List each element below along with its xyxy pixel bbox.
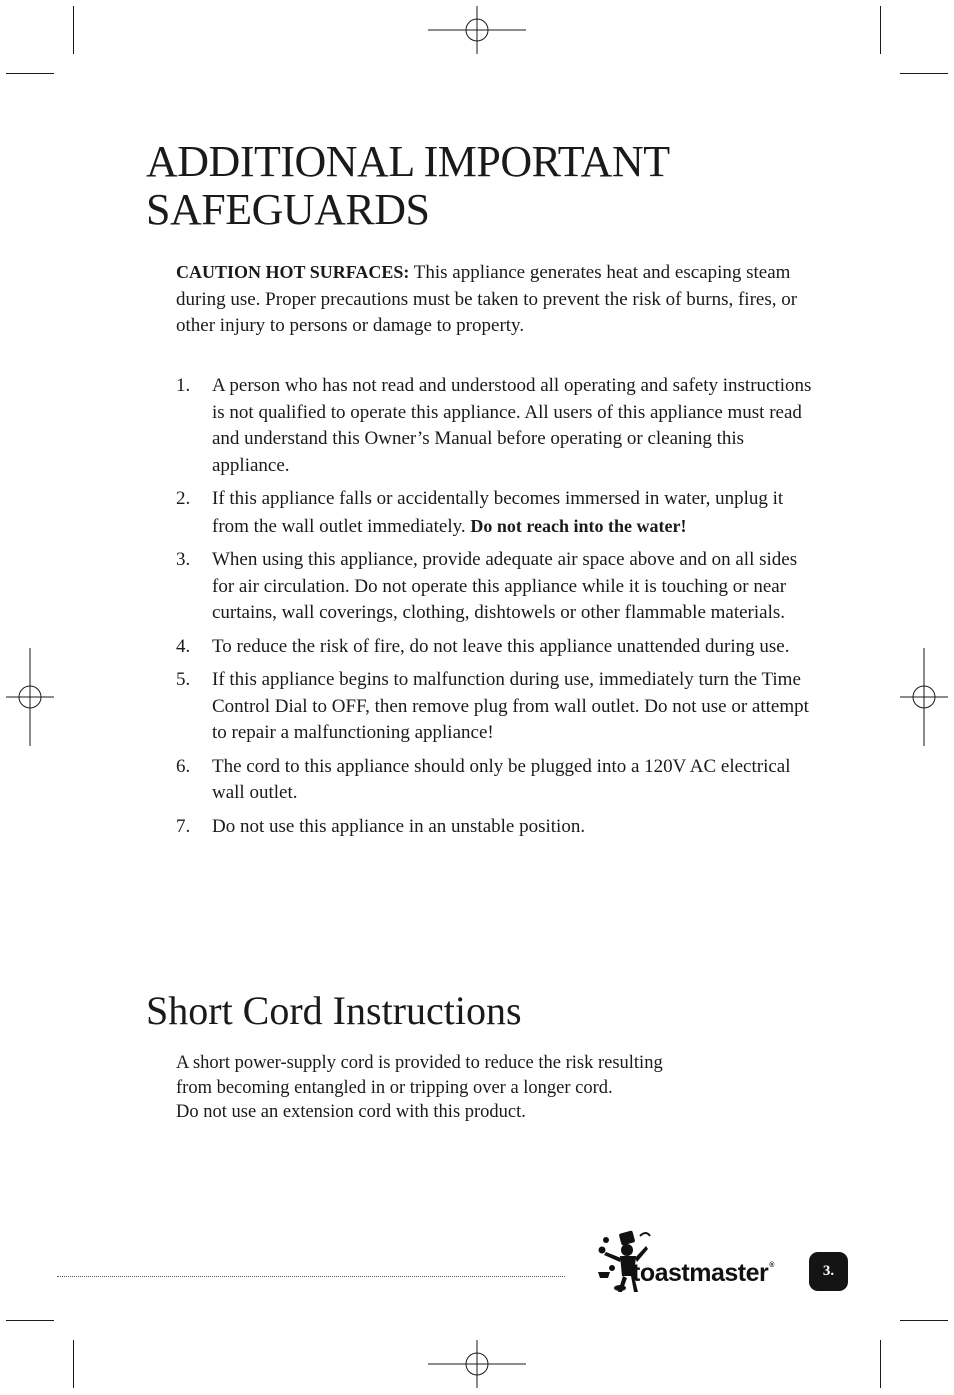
list-item bbox=[176, 547, 816, 627]
cord-line: Do not use an extension cord with this product. bbox=[176, 1102, 526, 1122]
page-number-badge: 3. bbox=[809, 1252, 848, 1291]
list-number: 1. bbox=[176, 375, 191, 396]
registered-mark: ® bbox=[769, 1262, 774, 1269]
caution-label: CAUTION HOT SURFACES: bbox=[176, 262, 410, 282]
list-emphasis: Do not reach into the water! bbox=[470, 515, 687, 536]
list-text: The cord to this appliance should only be plugged into a 120V AC electrical wall outlet. bbox=[212, 755, 791, 803]
crop-mark bbox=[6, 1320, 54, 1321]
crop-mark bbox=[900, 73, 948, 74]
list-text: A person who has not read and understood all operating and safety instructions is not qualified to operate this appliance. All users of this appliance must read and understand this Owner’s Manual before operating or cleaning this appliance. bbox=[212, 375, 812, 476]
cord-paragraph bbox=[176, 1051, 796, 1125]
registration-mark-icon bbox=[428, 6, 526, 54]
cord-line: from becoming entangled in or tripping over a longer cord. bbox=[176, 1077, 613, 1098]
registration-mark-icon bbox=[900, 648, 948, 746]
caution-paragraph bbox=[176, 259, 806, 340]
list-number: 6. bbox=[176, 755, 191, 777]
list-text: If this appliance falls or accidentally becomes immersed in water, unplug it from the wall outlet immediately. bbox=[212, 488, 784, 537]
brand-name: toastmaster bbox=[632, 1259, 769, 1287]
list-text: When using this appliance, provide adequate air space above and on all sides for air circulation. Do not operate this appliance while it is touching or near curtains, wall coverings, clothing, dishtowels or other flammable materials. bbox=[212, 549, 798, 623]
page-title: ADDITIONAL IMPORTANT SAFEGUARDS bbox=[146, 137, 669, 234]
footer-divider bbox=[57, 1276, 565, 1277]
list-number: 3. bbox=[176, 549, 191, 570]
list-text: To reduce the risk of fire, do not leave this appliance unattended during use. bbox=[212, 635, 790, 657]
list-number: 7. bbox=[176, 815, 191, 837]
crop-mark bbox=[880, 1340, 881, 1388]
crop-mark bbox=[900, 1320, 948, 1321]
list-text: If this appliance begins to malfunction during use, immediately turn the Time Control Dial to OFF, then remove plug from wall outlet. Do not use or attempt to repair a malfunctioning appliance! bbox=[212, 669, 809, 743]
list-item bbox=[176, 814, 816, 841]
crop-mark bbox=[6, 73, 54, 74]
list-number: 2. bbox=[176, 488, 191, 509]
cord-line: A short power-supply cord is provided to reduce the risk resulting bbox=[176, 1053, 663, 1073]
list-item bbox=[176, 754, 816, 807]
safeguard-list bbox=[176, 373, 816, 847]
list-number: 4. bbox=[176, 635, 191, 657]
crop-mark bbox=[73, 1340, 74, 1388]
crop-mark bbox=[73, 6, 74, 54]
list-item bbox=[176, 634, 816, 661]
caution-text: This appliance generates heat and escaping steam during use. Proper precautions must be taken to prevent the risk of burns, fires, or other injury to persons or damage to property. bbox=[176, 262, 798, 336]
crop-mark bbox=[880, 6, 881, 54]
list-text: Do not use this appliance in an unstable position. bbox=[212, 815, 586, 837]
registration-mark-icon bbox=[6, 648, 54, 746]
list-item bbox=[176, 486, 816, 540]
list-item bbox=[176, 373, 816, 479]
list-item bbox=[176, 667, 816, 747]
registration-mark-icon bbox=[428, 1340, 526, 1388]
list-number: 5. bbox=[176, 669, 191, 690]
section-title: Short Cord Instructions bbox=[146, 988, 522, 1033]
brand-logo bbox=[632, 1259, 774, 1288]
